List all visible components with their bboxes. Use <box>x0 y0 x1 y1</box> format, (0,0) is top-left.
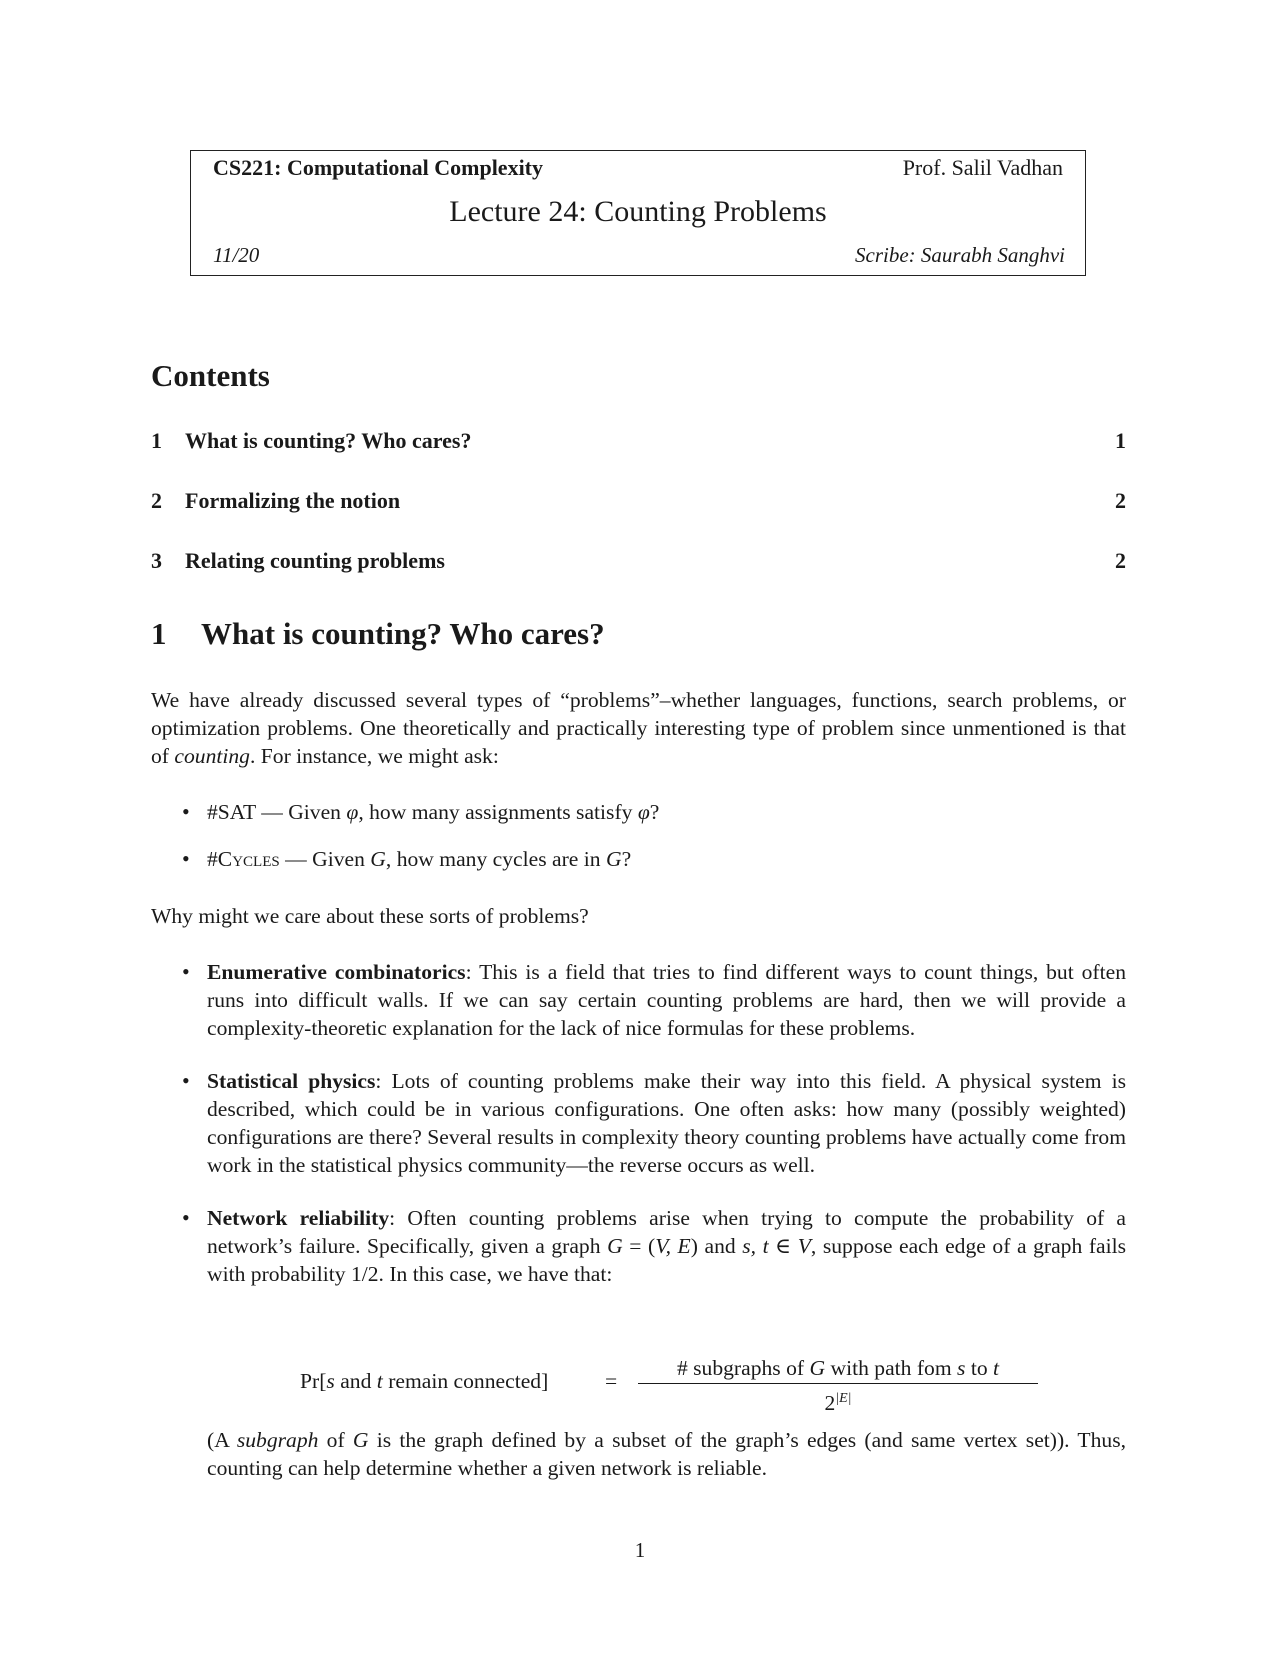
toc-entry-title: What is counting? Who cares? <box>185 428 472 453</box>
note-emphasis: subgraph <box>236 1428 319 1452</box>
lecture-title: Lecture 24: Counting Problems <box>449 195 827 228</box>
toc-entry-page: 1 <box>1115 428 1126 453</box>
eq-text: with path fom <box>825 1356 958 1380</box>
reason-text: : This is a field that tries to find different ways to count things, but often runs into difficult walls. If we can say certain counting problems are hard, then we will provide a complexity-theoretic explanation for the lack of nice formulas for these problems. <box>207 960 1126 1040</box>
lecture-date: 11/20 <box>213 243 260 267</box>
fraction-numerator <box>638 1355 1038 1381</box>
toc-entry-number: 1 <box>151 428 162 453</box>
math-variable: G <box>809 1356 826 1380</box>
intro-emphasis: counting <box>174 744 250 768</box>
equals-sign: = <box>605 1369 618 1393</box>
note-text: is the graph defined by a subset of the graph’s edges (and same vertex set)). Thus, counting can help determine whether a given network is reliable. <box>207 1428 1126 1480</box>
problem-name: # <box>207 847 218 871</box>
fraction-denominator <box>638 1386 1038 1416</box>
list-item <box>151 1204 1126 1288</box>
math-variable: s <box>326 1369 335 1393</box>
equation-lhs <box>300 1369 548 1394</box>
section-title: What is counting? Who cares? <box>201 616 605 651</box>
math-variable: s <box>957 1356 966 1380</box>
lecture-header-box <box>190 150 1086 276</box>
reason-term: Statistical physics <box>207 1069 376 1093</box>
example-problems-list <box>151 798 1126 892</box>
problem-name-smallcaps: Cycles <box>217 847 280 871</box>
subgraph-note <box>207 1426 1126 1482</box>
toc-entry[interactable] <box>151 488 1126 520</box>
exponent: |E| <box>835 1391 852 1406</box>
math-variable: G <box>370 847 386 871</box>
contents-heading: Contents <box>151 358 270 393</box>
fraction-bar <box>638 1383 1038 1384</box>
eq-text: remain connected] <box>382 1369 549 1393</box>
toc-entry-page: 2 <box>1115 548 1126 573</box>
list-item <box>151 845 1126 873</box>
reason-text: = ( <box>622 1234 656 1258</box>
eq-text: Pr[ <box>300 1369 327 1393</box>
reason-text: : Lots of counting problems make their way into this field. A physical system is described, which could be in various configurations. One often asks: how many (possibly weighted) configurations are there? Several results in complexity theory counting problems have actually come from work in the statistical physics community—the reverse occurs as well. <box>207 1069 1126 1177</box>
toc-entry[interactable] <box>151 428 1126 460</box>
toc-entry-page: 2 <box>1115 488 1126 513</box>
eq-text: 2 <box>824 1391 836 1416</box>
eq-text: # subgraphs of <box>676 1356 810 1380</box>
toc-entry-title: Relating counting problems <box>185 548 445 573</box>
eq-text: and <box>334 1369 377 1393</box>
why-paragraph: Why might we care about these sorts of problems? <box>151 904 589 928</box>
note-text: of <box>318 1428 353 1452</box>
reason-text: , suppose each edge of a graph fails with probability 1/2. In this case, we have that: <box>207 1234 1126 1286</box>
reliability-equation <box>300 1355 1050 1415</box>
toc-entry-number: 2 <box>151 488 162 513</box>
section-heading <box>151 616 605 652</box>
math-variable: G <box>352 1428 369 1452</box>
reasons-list <box>151 958 1126 1313</box>
math-variable: V, E <box>655 1234 691 1258</box>
reason-text: ) and <box>690 1234 743 1258</box>
math-variable: G <box>605 847 622 871</box>
intro-text: We have already discussed several types of “problems”–whether languages, functions, search problems, or optimization problems. One theoretically and practically interesting type of problem since unmentioned is that of <box>151 688 1126 768</box>
problem-text: , how many cycles are in <box>385 847 606 871</box>
eq-text: to <box>965 1356 994 1380</box>
math-variable: t <box>993 1356 1000 1380</box>
reason-term: Enumerative combinatorics <box>207 960 466 984</box>
math-variable: G <box>607 1234 623 1258</box>
reason-term: Network reliability <box>207 1206 390 1230</box>
problem-text: — Given <box>279 847 371 871</box>
problem-text: — Given <box>255 800 347 824</box>
math-variable: s, t <box>742 1234 769 1258</box>
fraction <box>638 1355 1038 1416</box>
note-text: (A <box>207 1428 237 1452</box>
list-item <box>151 798 1126 826</box>
problem-text: , how many assignments satisfy <box>358 800 638 824</box>
intro-text-end: . For instance, we might ask: <box>249 744 499 768</box>
problem-text: ? <box>621 847 632 871</box>
reason-text: : Often counting problems arise when trying to compute the probability of a network’s failure. Specifically, given a graph <box>207 1206 1126 1258</box>
list-item <box>151 958 1126 1042</box>
intro-paragraph <box>151 686 1126 770</box>
section-number: 1 <box>151 616 167 651</box>
math-variable: φ <box>637 800 650 824</box>
math-variable: V <box>797 1234 811 1258</box>
page-number: 1 <box>634 1538 646 1562</box>
problem-text: ? <box>649 800 660 824</box>
course-name: CS221: Computational Complexity <box>213 155 544 180</box>
professor-name: Prof. Salil Vadhan <box>902 155 1063 180</box>
toc-entry-title: Formalizing the notion <box>185 488 401 513</box>
math-variable: φ <box>346 800 359 824</box>
toc-entry-number: 3 <box>151 548 162 573</box>
math-variable: t <box>376 1369 383 1393</box>
list-item <box>151 1067 1126 1179</box>
toc-entry[interactable] <box>151 548 1126 580</box>
reason-text: ∈ <box>768 1234 798 1258</box>
scribe-name: Scribe: Saurabh Sanghvi <box>855 243 1065 267</box>
problem-name: #SAT <box>207 800 256 824</box>
